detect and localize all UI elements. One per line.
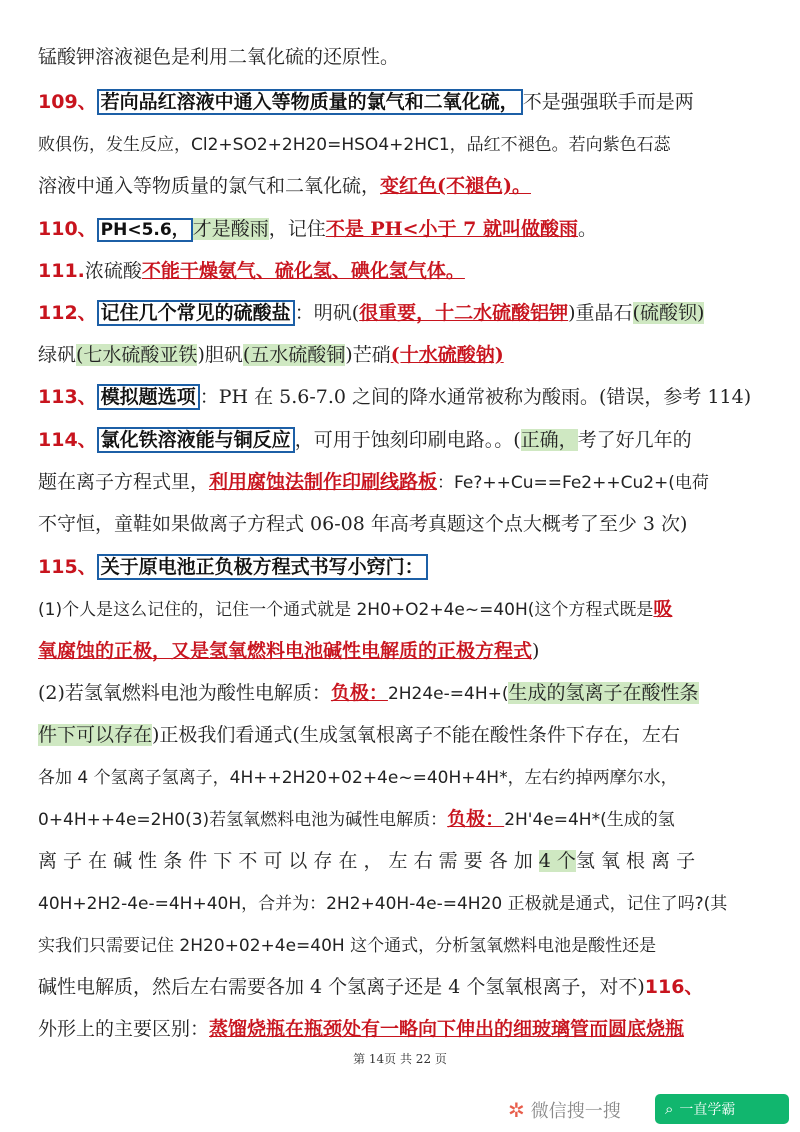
item-number: 111. — [38, 260, 85, 282]
text: ，记住 — [268, 218, 326, 240]
text: ：Fe?++Cu==Fe2++Cu2+(电荷 — [437, 473, 709, 493]
item-number: 110、 — [38, 218, 97, 240]
weixin-search-icon: ✲ — [508, 1098, 525, 1122]
text: ：明矾( — [294, 302, 360, 324]
emphasis-text: 利用腐蚀法制作印刷线路板 — [209, 471, 438, 493]
text-line — [38, 676, 699, 710]
text-line — [38, 928, 656, 962]
text-line — [38, 169, 531, 203]
highlight-text: (硫酸钡) — [632, 302, 705, 324]
text: 锰酸钾溶液褪色是利用二氧化硫的还原性。 — [38, 46, 400, 68]
text: 外形上的主要区别： — [38, 1018, 210, 1040]
highlight-text: 生成的氢离子在酸性条 — [508, 682, 699, 704]
item-number: 114、 — [38, 429, 97, 451]
text: 绿矾 — [38, 344, 77, 366]
search-icon: ⌕ — [665, 1100, 674, 1118]
watermark-bar — [498, 1088, 800, 1132]
text: 2H'4e=4H*(生成的氢 — [504, 810, 675, 830]
highlight-text: 件下可以存在 — [38, 724, 153, 746]
watermark-button-label: 一直学霸 — [679, 1102, 736, 1118]
item-116 — [38, 1012, 684, 1046]
text: ，可用于蚀刻印刷电路。。( — [294, 429, 521, 451]
text: 败俱伤，发生反应，Cl2+SO2+2H20=HSO4+2HC1，品红不褪色。若向紫色石蕊 — [38, 135, 671, 155]
item-number: 113、 — [38, 386, 97, 408]
highlight-text: (七水硫酸亚铁 — [76, 344, 198, 366]
text: (2)若氢氧燃料电池为酸性电解质： — [38, 682, 331, 704]
emphasis-text: 负极： — [330, 682, 388, 704]
text-line — [38, 465, 709, 499]
text: 溶液中通入等物质量的氯气和二氧化硫， — [38, 175, 381, 197]
item-115 — [38, 550, 428, 584]
boxed-heading: 氯化铁溶液能与铜反应 — [97, 427, 295, 453]
text-line — [38, 592, 672, 626]
item-number: 116、 — [644, 976, 704, 998]
item-109 — [38, 85, 694, 119]
text: )重晶石 — [568, 302, 633, 324]
emphasis-text: 负极： — [447, 808, 505, 830]
item-114 — [38, 423, 692, 457]
text-line — [38, 760, 678, 794]
text: 2H24e-=4H+( — [387, 684, 509, 704]
text-line — [38, 718, 680, 752]
watermark-label: 微信搜一搜 — [530, 1101, 621, 1122]
item-number: 112、 — [38, 302, 97, 324]
item-113 — [38, 380, 751, 414]
text: ) — [532, 640, 540, 662]
emphasis-text: 氧腐蚀的正极，又是氢氧燃料电池碱性电解质的正极方程式 — [38, 640, 533, 662]
emphasis-text: 吸 — [653, 598, 673, 620]
text: 题在离子方程式里， — [38, 471, 210, 493]
text-line — [38, 40, 399, 74]
text: 氢 氧 根 离 子 — [575, 850, 696, 872]
text: 0+4H++4e=2H0(3)若氢氧燃料电池为碱性电解质： — [38, 810, 448, 830]
item-111 — [38, 254, 465, 288]
boxed-heading: 模拟题选项 — [97, 384, 200, 410]
text: )芒硝 — [345, 344, 391, 366]
watermark-search-button[interactable] — [655, 1094, 789, 1124]
item-112 — [38, 296, 704, 330]
text-line — [38, 844, 695, 878]
item-number: 109、 — [38, 91, 97, 113]
boxed-heading: 记住几个常见的硫酸盐 — [97, 300, 295, 326]
text: )正极我们看通式(生成氢氧根离子不能在酸性条件下存在，左右 — [152, 724, 680, 746]
text: (1)个人是这么记住的，记住一个通式就是 2H0+O2+4e~=40H(这个方程式既是 — [38, 600, 654, 620]
highlight-text: 才是酸雨 — [192, 218, 269, 240]
text: ：PH 在 5.6-7.0 之间的降水通常被称为酸雨。(错误，参考 114) — [199, 386, 752, 408]
text-line — [38, 127, 671, 161]
text: 考了好几年的 — [577, 429, 692, 451]
highlight-text: (五水硫酸铜 — [242, 344, 346, 366]
highlight-text: 正确， — [520, 429, 578, 451]
text: 不守恒，童鞋如果做离子方程式 06-08 年高考真题这个点大概考了至少 3 次) — [38, 513, 688, 535]
text-line — [38, 634, 539, 668]
emphasis-text: 很重要，十二水硫酸铝钾 — [359, 302, 569, 324]
item-110 — [38, 212, 597, 246]
boxed-heading: PH<5.6， — [97, 218, 193, 242]
highlight-text: 4 个 — [538, 850, 576, 872]
boxed-heading: 关于原电池正负极方程式书写小窍门： — [97, 554, 428, 580]
text-line — [38, 970, 703, 1004]
text: 浓硫酸 — [84, 260, 142, 282]
text-line — [38, 886, 727, 920]
emphasis-text: (十水硫酸钠) — [390, 344, 504, 366]
emphasis-text: 不是 PH<小于 7 就叫做酸雨 — [325, 218, 578, 240]
emphasis-text: 蒸馏烧瓶在瓶颈处有一略向下伸出的细玻璃管而圆底烧瓶 — [209, 1018, 685, 1040]
text-line — [38, 338, 504, 372]
text: 各加 4 个氢离子氢离子，4H++2H20+02+4e~=40H+4H*，左右约掉两摩尔水， — [38, 768, 678, 788]
text: 40H+2H2-4e-=4H+40H，合并为：2H2+40H-4e-=4H20 正极就是通式，记住了吗?(其 — [38, 894, 728, 914]
boxed-heading: 若向品红溶液中通入等物质量的氯气和二氧化硫， — [97, 89, 523, 115]
emphasis-text: 不能干燥氨气、硫化氢、碘化氢气体。 — [141, 260, 465, 282]
text: 不是强强联手而是两 — [522, 91, 694, 113]
text: )胆矾 — [197, 344, 243, 366]
text: 碱性电解质，然后左右需要各加 4 个氢离子还是 4 个氢氧根离子，对不) — [38, 976, 645, 998]
text-line — [38, 507, 687, 541]
item-number: 115、 — [38, 556, 97, 578]
text: 实我们只需要记住 2H20+02+4e=40H 这个通式，分析氢氧燃料电池是酸性还是 — [38, 936, 657, 956]
page-footer: 第 14页 共 22 页 — [353, 1052, 447, 1066]
text: 离 子 在 碱 性 条 件 下 不 可 以 存 在 ， 左 右 需 要 各 加 — [38, 850, 539, 872]
text: 。 — [577, 218, 597, 240]
text-line — [38, 802, 675, 836]
emphasis-text: 变红色(不褪色)。 — [380, 175, 531, 197]
